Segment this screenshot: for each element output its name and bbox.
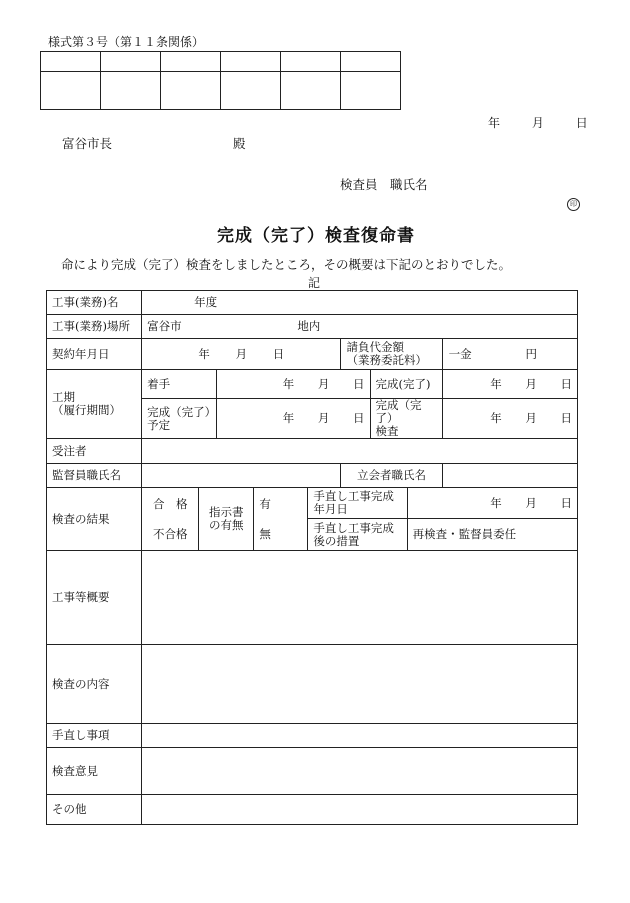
instruction-label-line1: 指示書 (209, 505, 244, 519)
opinion-label: 検査意見 (47, 748, 142, 795)
table-row (47, 291, 578, 315)
month-label: 月 (525, 495, 537, 510)
table-row (47, 748, 578, 795)
stamp-cell (221, 52, 281, 72)
contract-amount-label-line2: （業務委託料） (346, 353, 427, 367)
year-label: 年 (490, 495, 502, 510)
table-row (47, 464, 578, 488)
table-row (47, 724, 578, 748)
month-label: 月 (317, 411, 330, 425)
completion-plan-label-line2: 予定 (147, 417, 171, 432)
repair-date-label-line1: 手直し工事完成 (313, 489, 394, 503)
day-label: 日 (560, 376, 572, 391)
amount-prefix: 一金 (448, 346, 472, 361)
pass-label: 合 格 (152, 497, 188, 511)
table-row (47, 439, 578, 464)
contractor-field[interactable] (142, 439, 578, 464)
month-label: 月 (317, 376, 330, 391)
place-field[interactable] (142, 315, 578, 339)
supervisor-field[interactable] (142, 464, 341, 488)
date-line (488, 114, 588, 131)
period-label-line1: 工期 (52, 390, 75, 404)
day-label: 日 (353, 376, 365, 391)
month-label: 月 (531, 116, 544, 130)
completion-plan-date-field[interactable] (217, 399, 370, 439)
period-label-line2: （履行期間） (52, 403, 121, 417)
table-row (47, 315, 578, 339)
addressee: 富谷市長 (62, 136, 113, 151)
repair-items-label: 手直し事項 (47, 724, 142, 748)
stamp-cell (281, 72, 341, 110)
stamp-cell (101, 72, 161, 110)
contractor-label: 受注者 (47, 439, 142, 464)
table-row (47, 645, 578, 724)
work-name-value: 年度 (194, 295, 218, 309)
completion-inspect-date-field[interactable] (442, 399, 577, 439)
table-row (47, 551, 578, 645)
contract-amount-field[interactable] (442, 339, 577, 370)
repair-date-field[interactable] (407, 488, 577, 519)
instruction-label (199, 488, 254, 551)
day-label: 日 (560, 411, 572, 425)
start-label: 着手 (142, 370, 217, 399)
place-city: 富谷市 (147, 319, 182, 333)
summary-label: 工事等概要 (47, 551, 142, 645)
contract-amount-label-line1: 請負代金額 (346, 340, 404, 354)
stamp-cell (281, 52, 341, 72)
stamp-cell (161, 52, 221, 72)
place-label: 工事(業務)場所 (47, 315, 142, 339)
start-date-field[interactable] (217, 370, 370, 399)
table-row (47, 370, 578, 399)
summary-field[interactable] (142, 551, 578, 645)
table-row (47, 339, 578, 370)
opinion-field[interactable] (142, 748, 578, 795)
form-number: 様式第３号（第１１条関係） (48, 35, 205, 49)
supervisor-label: 監督員職氏名 (47, 464, 142, 488)
year-label: 年 (282, 376, 295, 391)
yes-label: 有 (259, 497, 271, 511)
witness-label: 立会者職氏名 (341, 464, 442, 488)
year-label: 年 (198, 346, 210, 361)
year-label: 年 (282, 411, 295, 425)
table-row (47, 488, 578, 519)
stamp-cell (341, 72, 401, 110)
page-title: 完成（完了）検査復命書 (217, 226, 415, 246)
inspector-label: 検査員 職氏名 (340, 177, 428, 192)
repair-items-field[interactable] (142, 724, 578, 748)
year-label: 年 (490, 411, 502, 425)
month-label: 月 (525, 411, 537, 425)
repair-measure-label (308, 519, 407, 551)
completion-inspect-label (370, 399, 442, 439)
contract-amount-label (341, 339, 442, 370)
completion-date-field[interactable] (442, 370, 577, 399)
lead-text: 命により完成（完了）検査をしましたところ，その概要は下記のとおりでした。 (61, 257, 512, 272)
inspection-report-table (46, 290, 578, 825)
no-label: 無 (259, 527, 271, 541)
place-suffix: 地内 (297, 319, 321, 333)
fail-label: 不合格 (152, 527, 188, 541)
completion-inspect-label-line2: 検査 (375, 424, 399, 438)
work-name-field[interactable] (142, 291, 578, 315)
approval-stamp-grid (40, 51, 401, 110)
stamp-cell (41, 72, 101, 110)
seal-mark (567, 195, 580, 211)
amount-unit: 円 (525, 346, 537, 361)
stamp-cell (341, 52, 401, 72)
month-label: 月 (525, 376, 537, 391)
content-label: 検査の内容 (47, 645, 142, 724)
other-field[interactable] (142, 795, 578, 825)
day-label: 日 (272, 346, 285, 361)
honorific: 殿 (233, 136, 246, 151)
stamp-cell (161, 72, 221, 110)
day-label: 日 (353, 411, 365, 425)
contract-date-field[interactable] (142, 339, 341, 370)
completion-inspect-label-line1: 完成（完了） (375, 398, 422, 425)
repair-date-label (308, 488, 407, 519)
stamp-cell (101, 52, 161, 72)
content-field[interactable] (142, 645, 578, 724)
repair-measure-label-line2: 後の措置 (313, 533, 360, 548)
table-row (47, 795, 578, 825)
year-label: 年 (488, 116, 501, 130)
day-label: 日 (575, 116, 588, 130)
stamp-cell (41, 52, 101, 72)
pass-fail-cell[interactable] (142, 488, 199, 551)
seal-icon: 印 (567, 198, 580, 211)
work-name-label: 工事(業務)名 (47, 291, 142, 315)
repair-measure-field[interactable] (407, 519, 577, 551)
ki-label: 記 (308, 276, 321, 290)
period-label (47, 370, 142, 439)
result-label: 検査の結果 (47, 488, 142, 551)
reinspect-text: 再検査・監督員委任 (412, 527, 517, 541)
month-label: 月 (235, 346, 248, 361)
day-label: 日 (560, 495, 572, 510)
contract-date-label: 契約年月日 (47, 339, 142, 370)
witness-field[interactable] (442, 464, 577, 488)
year-label: 年 (490, 376, 502, 391)
other-label: その他 (47, 795, 142, 825)
completion-plan-label (142, 399, 217, 439)
completion-plan-label-line1: 完成（完了） (147, 404, 217, 419)
repair-date-label-line2: 年月日 (313, 502, 348, 516)
yes-no-cell[interactable] (254, 488, 308, 551)
instruction-label-line2: の有無 (209, 518, 244, 532)
completion-label: 完成(完了) (370, 370, 442, 399)
repair-measure-label-line1: 手直し工事完成 (313, 520, 394, 535)
stamp-cell (221, 72, 281, 110)
